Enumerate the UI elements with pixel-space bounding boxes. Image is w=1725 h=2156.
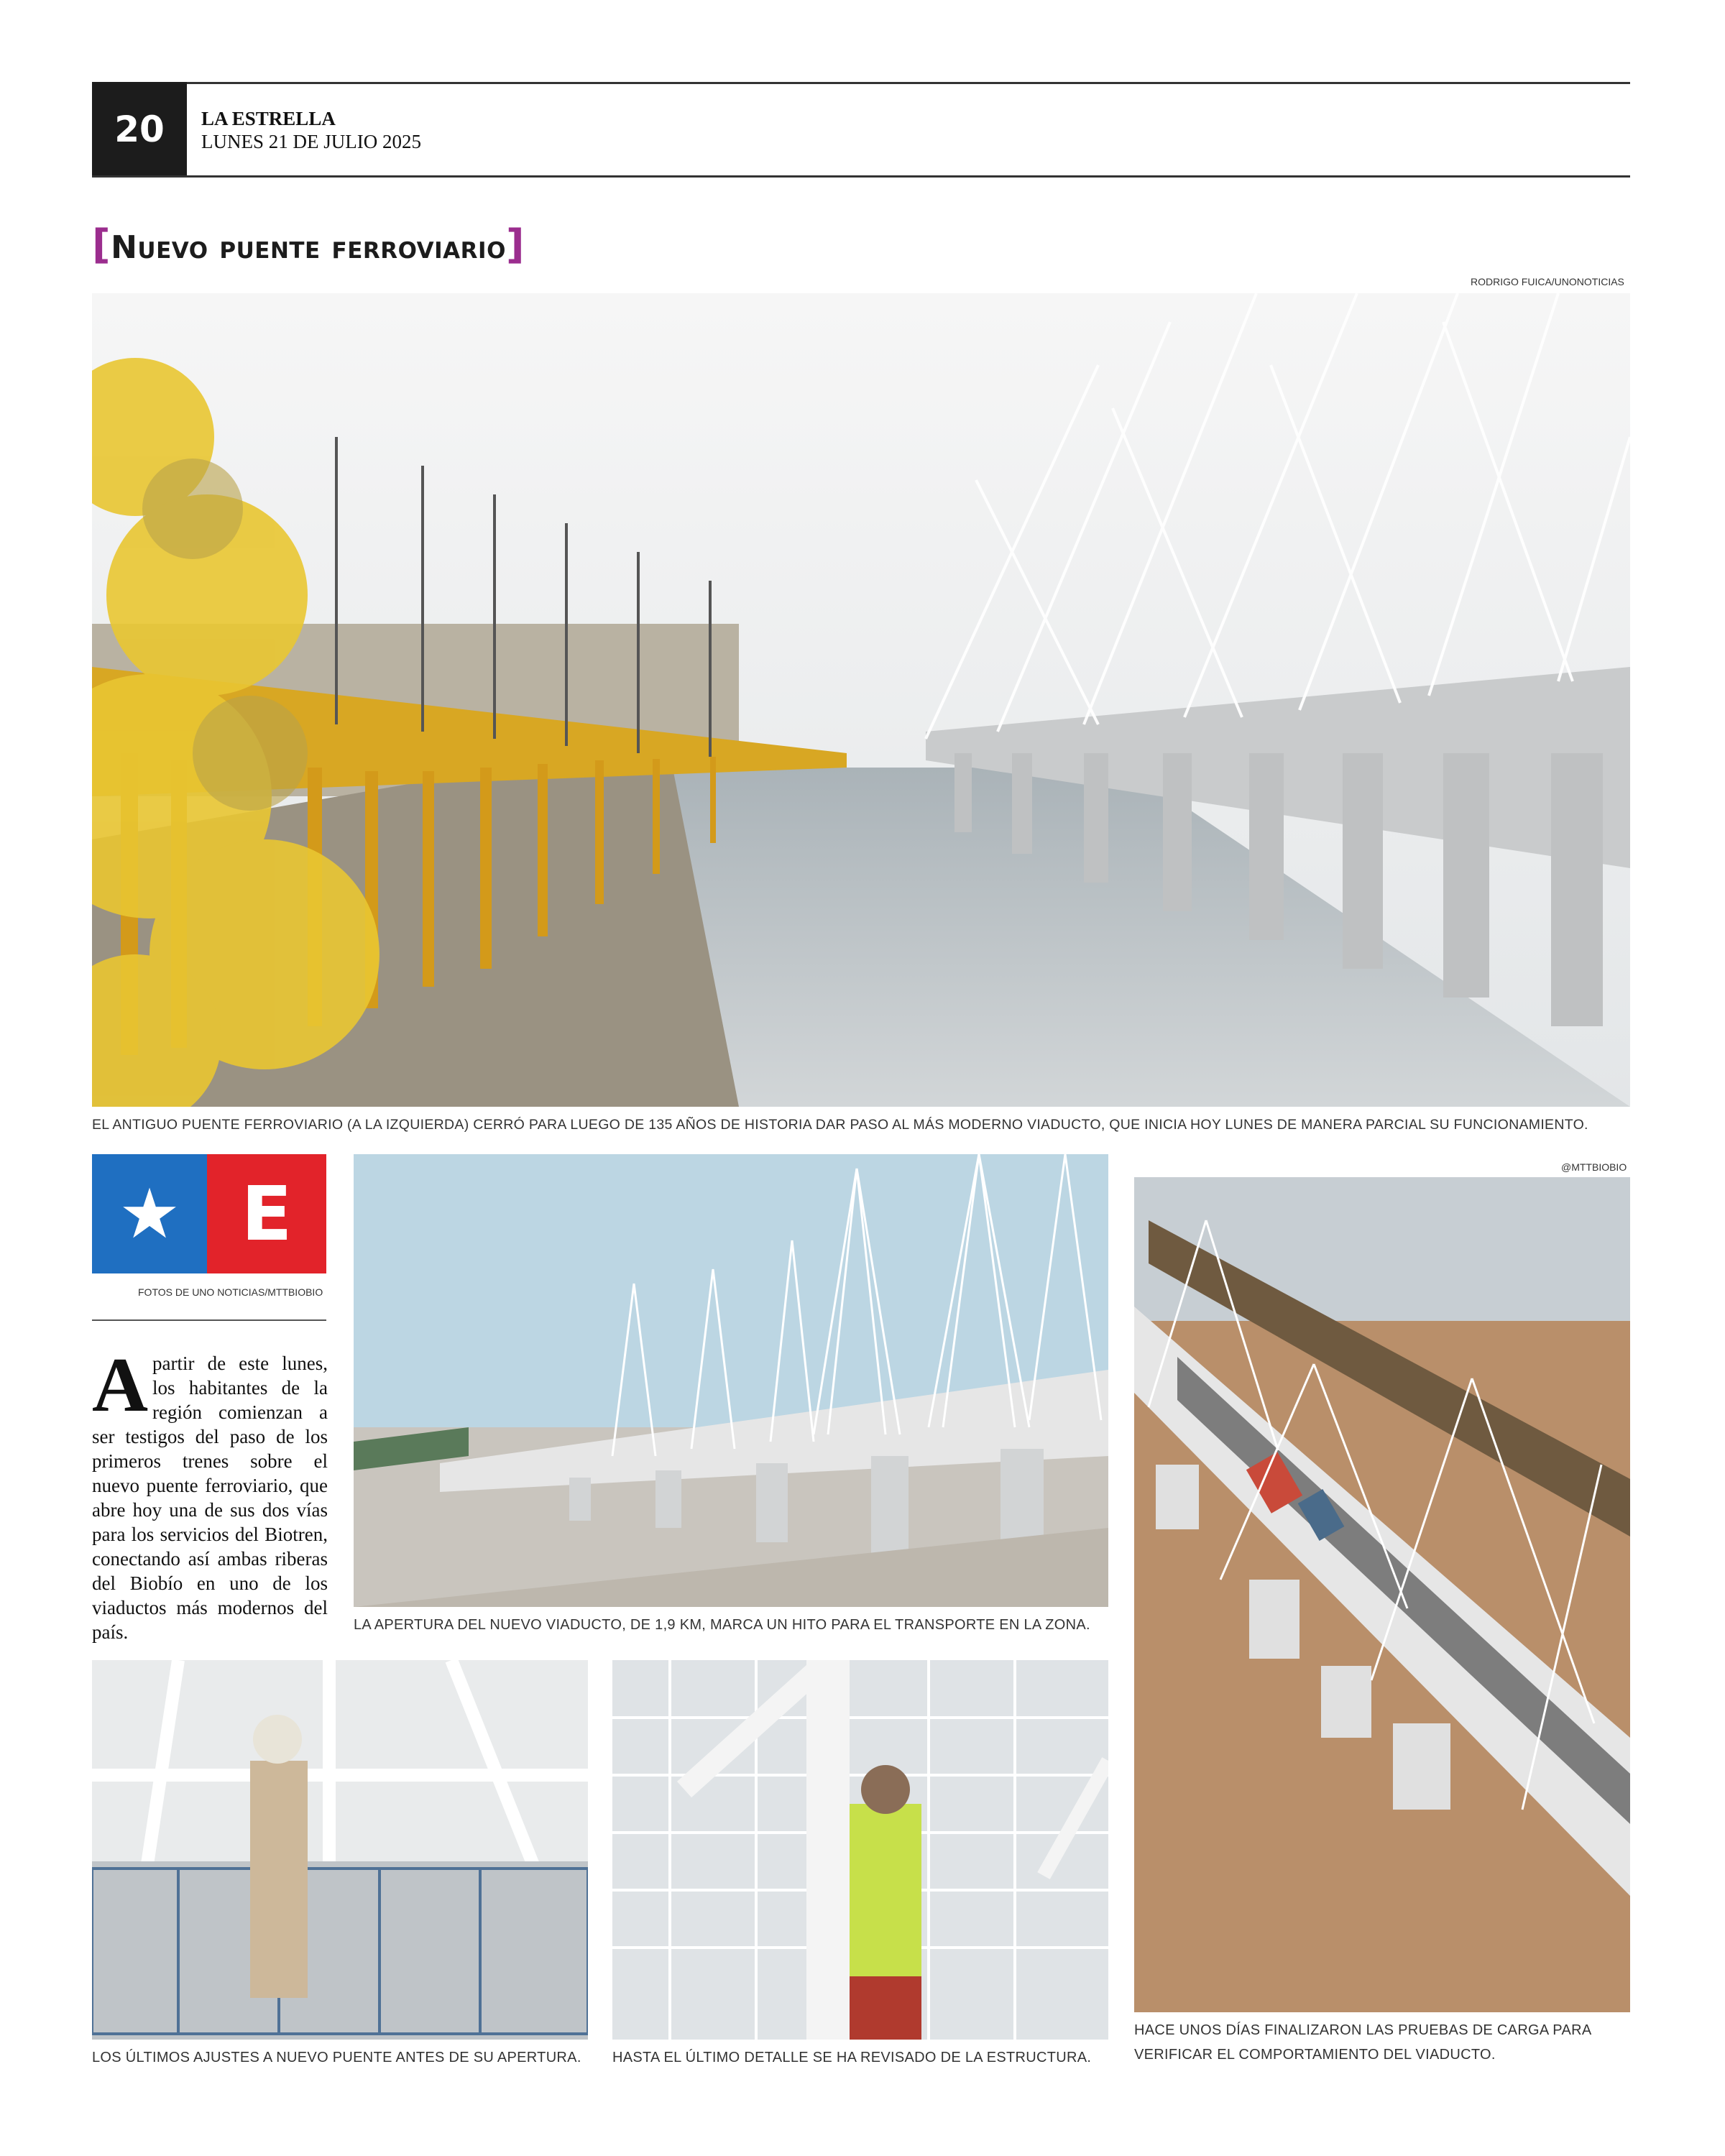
header-top-rule [92, 82, 1630, 84]
logo-letter: E [241, 1170, 293, 1258]
aerial-photo [1134, 1177, 1630, 2012]
page-number: 20 [92, 82, 187, 177]
aerial-photo-credit: @MTTBIOBIO [1561, 1161, 1627, 1173]
title-bracket-right: ] [505, 221, 525, 268]
aerial-caption-line1: HACE UNOS DÍAS FINALIZARON LAS PRUEBAS DE CARGA PARA [1134, 2022, 1592, 2038]
article-text: partir de este lunes, los habitantes de la región comienzan a ser testigos del paso de los primeros trenes sobre el nuevo puente ferroviario, que abre hoy una de sus dos vías para los servicios del Biotren, conectando así ambas riberas del Biobío en uno de los viaductos más modernos del país. [92, 1353, 328, 1643]
worker-photo-2 [612, 1660, 1108, 2040]
logo-blue-panel [92, 1154, 207, 1273]
star-icon: ★ [118, 1174, 181, 1254]
main-photo-caption: EL ANTIGUO PUENTE FERROVIARIO (A LA IZQUIERDA) CERRÓ PARA LUEGO DE 135 AÑOS DE HISTORIA DAR PASO AL MÁS MODERNO VIADUCTO, QUE INICIA HOY LUNES DE MANERA PARCIAL SU FUNCIONAMIENTO. [92, 1117, 1588, 1133]
section-title [92, 221, 525, 268]
worker-photo-2-caption: HASTA EL ÚLTIMO DETALLE SE HA REVISADO DE LA ESTRUCTURA. [612, 2050, 1092, 2065]
aerial-caption-line2: VERIFICAR EL COMPORTAMIENTO DEL VIADUCTO. [1134, 2047, 1496, 2063]
header-bottom-rule [92, 175, 1630, 178]
section-title-text: Nuevo puente ferroviario [111, 229, 506, 266]
photos-credit: FOTOS DE UNO NOTICIAS/MTTBIOBIO [138, 1286, 323, 1298]
main-photo [92, 293, 1630, 1107]
logo-red-panel [207, 1154, 326, 1273]
article-body [92, 1342, 328, 1644]
publication-date: LUNES 21 DE JULIO 2025 [201, 131, 421, 152]
worker-photo-1 [92, 1660, 588, 2040]
logo-rule [92, 1319, 326, 1321]
viaduct-photo-caption: LA APERTURA DEL NUEVO VIADUCTO, DE 1,9 KM, MARCA UN HITO PARA EL TRANSPORTE EN LA ZONA. [354, 1617, 1090, 1633]
newspaper-logo [92, 1154, 326, 1273]
title-bracket-left: [ [92, 221, 111, 268]
main-photo-credit: RODRIGO FUICA/UNONOTICIAS [1471, 276, 1624, 287]
publication-name: LA ESTRELLA [201, 108, 336, 129]
viaduct-photo [354, 1154, 1108, 1607]
article-dropcap: A [92, 1342, 148, 1428]
aerial-photo-caption [1134, 2018, 1630, 2067]
worker-photo-1-caption: LOS ÚLTIMOS AJUSTES A NUEVO PUENTE ANTES DE SU APERTURA. [92, 2050, 581, 2065]
